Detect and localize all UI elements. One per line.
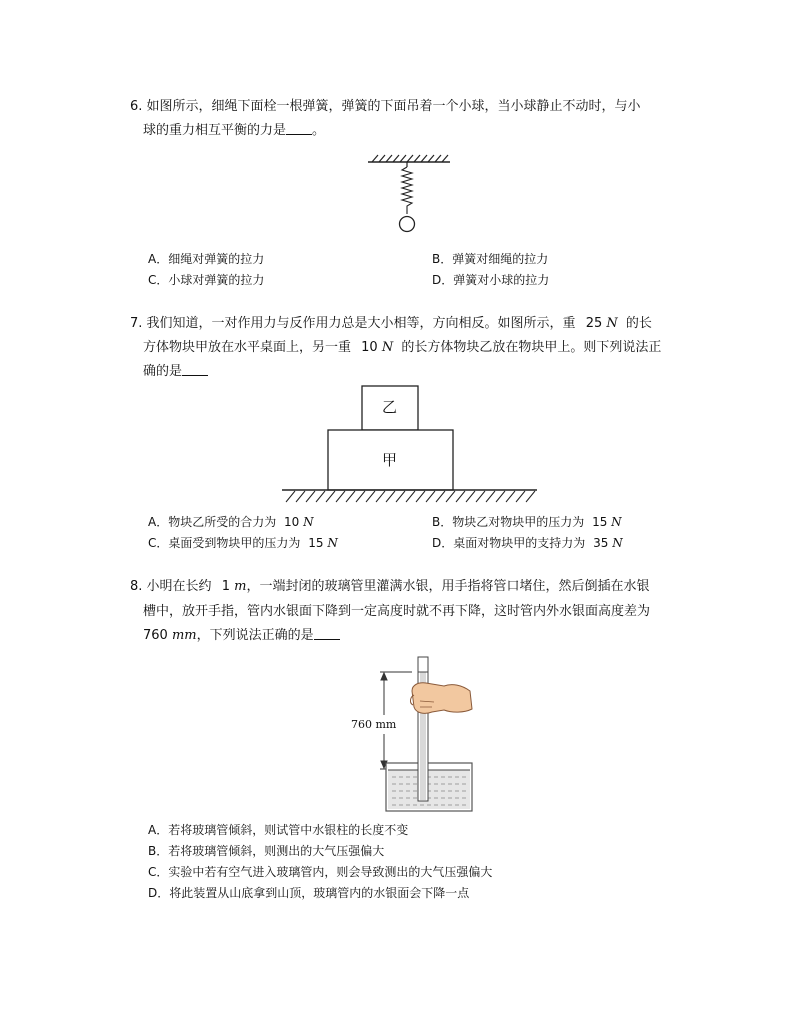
q7-option-a-value: 10 [284, 515, 300, 529]
q8-option-c-text: C．实验中若有空气进入玻璃管内，则会导致测出的大气压强偏大 [148, 865, 493, 879]
q7-line-3 [143, 363, 208, 381]
q7-option-a[interactable] [148, 514, 314, 530]
q8-option-c[interactable] [148, 864, 492, 880]
q7-weight-1: 25 [585, 316, 603, 331]
torricelli-figure [340, 655, 480, 815]
table-hatch [286, 491, 535, 502]
q8-stem-1c: ，一端封闭的玻璃管里灌满水银，用手指将管口堵住，然后倒插在水银 [246, 579, 650, 594]
q8-number: 8. [130, 579, 143, 594]
q8-stem-3: ，下列说法正确的是 [196, 628, 314, 643]
q6-option-a-text: A．细绳对弹簧的拉力 [148, 252, 265, 266]
q6-line-1 [130, 98, 641, 116]
answer-blank [182, 363, 208, 376]
mercury-trough [386, 763, 472, 811]
q8-option-a[interactable] [148, 822, 408, 838]
ceiling-hatch [368, 155, 450, 162]
ball [400, 217, 415, 232]
q7-option-c-value: 15 [308, 536, 324, 550]
q7-unit-1: N [606, 316, 618, 331]
answer-blank [286, 122, 312, 135]
q6-option-d-text: D．弹簧对小球的拉力 [432, 273, 550, 287]
q7-weight-2: 10 [361, 340, 378, 355]
q8-option-a-text: A．若将玻璃管倾斜，则试管中水银柱的长度不变 [148, 823, 409, 837]
q7-option-b[interactable] [432, 514, 622, 530]
q7-stem-2a: 方体物块甲放在水平桌面上，另一重 [143, 340, 352, 355]
spring-ball-figure [366, 150, 456, 236]
q7-option-c-text: C．桌面受到物块甲的压力为 [148, 536, 301, 550]
q7-option-a-unit: N [303, 515, 314, 529]
q7-option-c-unit: N [327, 536, 338, 550]
q8-stem-1a: 小明在长约 [146, 579, 212, 594]
q7-option-a-text: A．物块乙所受的合力为 [148, 515, 277, 529]
q6-option-c[interactable] [148, 272, 264, 288]
q7-stem-3: 确的是 [143, 364, 183, 379]
q7-option-d-text: D．桌面对物块甲的支持力为 [432, 536, 586, 550]
height-label: 760 mm [350, 716, 397, 734]
q7-option-d-value: 35 [593, 536, 609, 550]
hand [410, 683, 472, 714]
q8-option-b[interactable] [148, 843, 384, 859]
q7-number: 7. [130, 316, 143, 331]
q6-option-c-text: C．小球对弹簧的拉力 [148, 273, 265, 287]
glass-tube [418, 657, 428, 801]
q7-option-b-unit: N [611, 515, 622, 529]
q8-option-d[interactable] [148, 885, 469, 901]
q7-stem-2c: 的长方体物块乙放在物块甲上。则下列说法正 [401, 340, 662, 355]
q6-option-b-text: B．弹簧对细绳的拉力 [432, 252, 549, 266]
q6-stem-2: 球的重力相互平衡的力是 [143, 123, 287, 138]
q8-stem-2: 槽中，放开手指，管内水银面下降到一定高度时就不再下降，这时管内外水银面高度差为 [143, 604, 651, 619]
q8-option-b-text: B．若将玻璃管倾斜，则测出的大气压强偏大 [148, 844, 385, 858]
q6-stem-1: 如图所示，细绳下面栓一根弹簧，弹簧的下面吊着一个小球，当小球静止不动时，与小 [146, 99, 641, 114]
block-yi-label: 乙 [382, 398, 398, 416]
q6-option-a[interactable] [148, 251, 264, 267]
q6-stem-end: 。 [312, 123, 326, 138]
q6-option-d[interactable] [432, 272, 549, 288]
q8-height-value: 760 [143, 628, 168, 643]
q7-option-b-text: B．物块乙对物块甲的压力为 [432, 515, 585, 529]
q7-stem-1a: 我们知道，一对作用力与反作用力总是大小相等，方向相反。如图所示，重 [146, 316, 576, 331]
answer-blank [314, 627, 340, 640]
q8-option-d-text: D．将此装置从山底拿到山顶，玻璃管内的水银面会下降一点 [148, 886, 470, 900]
q7-line-1 [130, 315, 652, 333]
q6-line-2 [143, 122, 325, 140]
q8-length-unit: m [234, 579, 247, 594]
block-jia-label: 甲 [382, 451, 398, 469]
q7-option-d[interactable] [432, 535, 623, 551]
q7-unit-2: N [381, 340, 394, 355]
spring [402, 167, 412, 214]
q7-line-2 [143, 339, 661, 357]
q7-option-d-unit: N [612, 536, 623, 550]
q8-height-unit: mm [171, 628, 197, 643]
q7-option-c[interactable] [148, 535, 338, 551]
q7-option-b-value: 15 [592, 515, 608, 529]
blocks-figure [282, 385, 542, 509]
q7-stem-1c: 的长 [625, 316, 652, 331]
q8-line-2 [143, 603, 650, 621]
q8-length-value: 1 [221, 579, 230, 594]
q6-option-b[interactable] [432, 251, 548, 267]
q8-line-1 [130, 578, 649, 596]
q6-number: 6. [130, 99, 143, 114]
q8-line-3 [143, 627, 340, 645]
